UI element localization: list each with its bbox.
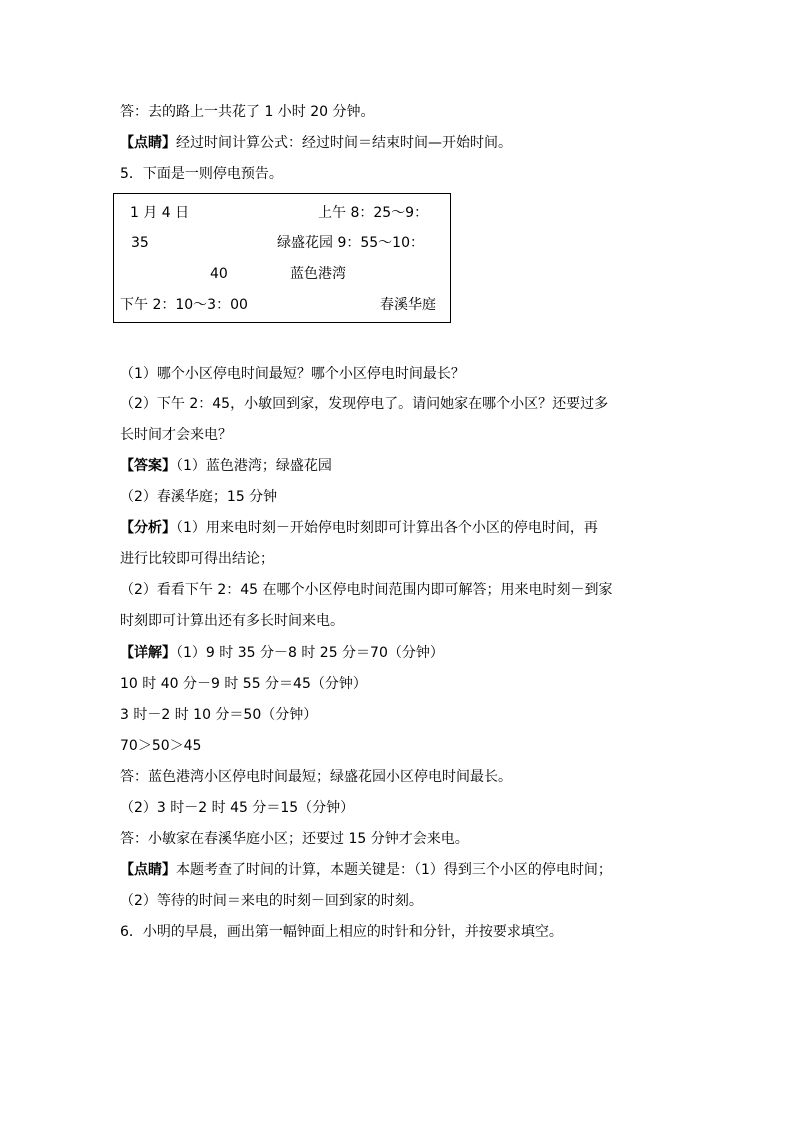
analysis-text: （1）用来电时刻－开始停电时刻即可计算出各个小区的停电时间，再 <box>176 520 598 536</box>
notice-morning-time: 上午 8：25～9： <box>318 205 429 221</box>
analysis-tag: 【分析】 <box>120 520 176 536</box>
detail-line-7: 答：小敏家在春溪华庭小区；还要过 15 分钟才会来电。 <box>120 831 469 847</box>
key-point-line <box>120 133 512 153</box>
notice-date: 1 月 4 日 <box>130 205 190 221</box>
detail-tag: 【详解】 <box>120 645 176 661</box>
answer-line-2: （2）春溪华庭；15 分钟 <box>120 489 278 505</box>
question-1: （1）哪个小区停电时间最短？哪个小区停电时间最长？ <box>120 366 465 382</box>
notice-morning-time-end: 35 <box>131 235 149 251</box>
key-point-text: 经过时间计算公式：经过时间＝结束时间—开始时间。 <box>176 135 512 151</box>
detail-text: （1）9 时 35 分－8 时 25 分＝70（分钟） <box>176 645 444 661</box>
detail-line-5: 答：蓝色港湾小区停电时间最短；绿盛花园小区停电时间最长。 <box>120 769 512 785</box>
key-point-tag: 【点睛】 <box>120 135 176 151</box>
question-6-title: 6．小明的早晨，画出第一幅钟面上相应的时针和分针，并按要求填空。 <box>120 924 563 940</box>
answer-line: 答：去的路上一共花了 1 小时 20 分钟。 <box>120 104 375 120</box>
key-point-line-2 <box>120 860 612 880</box>
key-point-tag-2: 【点睛】 <box>120 862 176 878</box>
notice-lvsheng: 绿盛花园 9：55～10： <box>277 235 424 251</box>
key-point-line-3: （2）等待的时间＝来电的时刻－回到家的时刻。 <box>120 893 423 909</box>
question-2-part-1: （2）下午 2：45，小敏回到家，发现停电了。请问她家在哪个小区？还要过多 <box>120 396 609 412</box>
detail-line <box>120 643 444 663</box>
power-outage-notice <box>113 193 451 323</box>
answer-text: （1）蓝色港湾；绿盛花园 <box>176 458 332 474</box>
analysis-line-3: （2）看看下午 2：45 在哪个小区停电时间范围内即可解答；用来电时刻－到家 <box>120 582 613 598</box>
detail-line-6: （2）3 时－2 时 45 分＝15（分钟） <box>120 800 355 816</box>
detail-line-3: 3 时－2 时 10 分＝50（分钟） <box>120 707 318 723</box>
notice-chunxi: 春溪华庭 <box>380 297 436 313</box>
key-point-text-2: 本题考查了时间的计算，本题关键是：（1）得到三个小区的停电时间； <box>176 862 612 878</box>
notice-late-morning-end: 40 <box>210 266 228 282</box>
answer-tag: 【答案】 <box>120 458 176 474</box>
notice-lanse: 蓝色港湾 <box>290 266 346 282</box>
question-2-part-2: 长时间才会来电？ <box>120 427 232 443</box>
detail-line-4: 70＞50＞45 <box>120 738 202 754</box>
analysis-line-4: 时刻即可计算出还有多长时间来电。 <box>120 613 344 629</box>
analysis-line <box>120 518 598 538</box>
question-5-title: 5．下面是一则停电预告。 <box>120 166 283 182</box>
detail-line-2: 10 时 40 分－9 时 55 分＝45（分钟） <box>120 676 367 692</box>
analysis-line-2: 进行比较即可得出结论； <box>120 551 274 567</box>
notice-afternoon-time: 下午 2：10～3：00 <box>120 297 248 313</box>
answer-line <box>120 456 332 476</box>
